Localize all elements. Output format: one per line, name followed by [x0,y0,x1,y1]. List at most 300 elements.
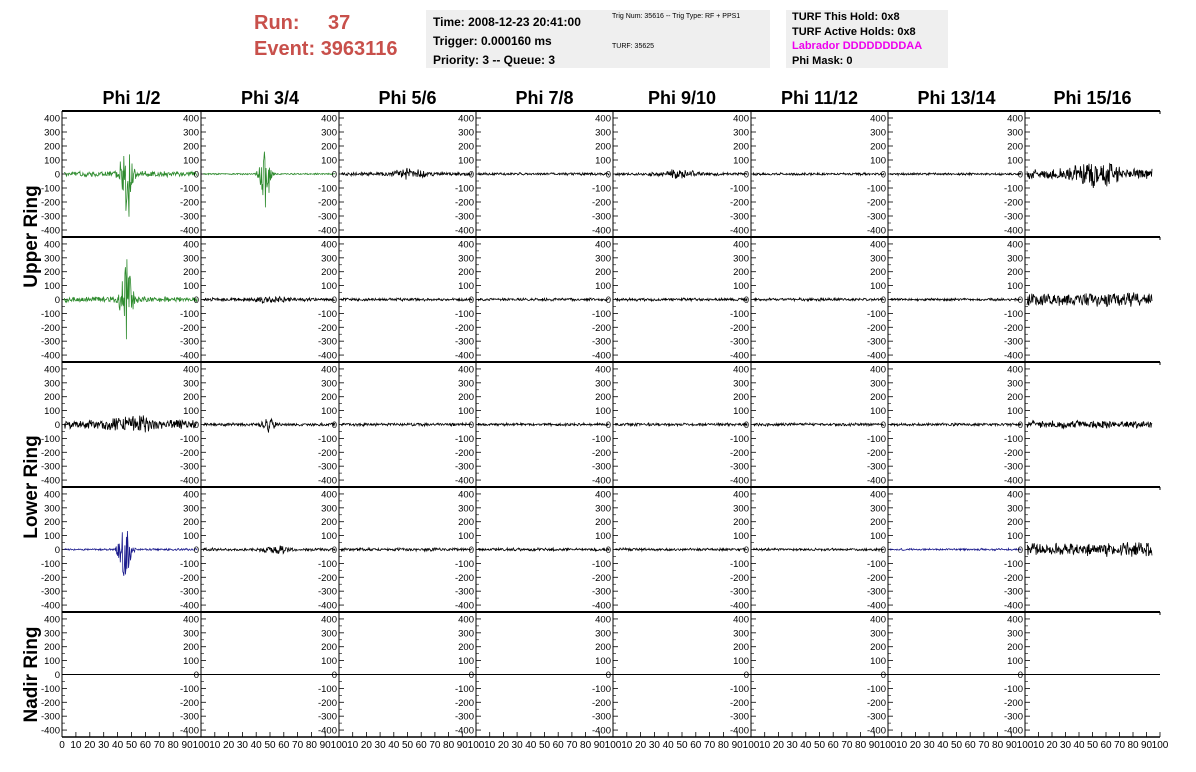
y-tick-label: 300 [44,503,60,515]
y-tick-label: -300 [40,461,60,473]
y-tick-label: -300 [866,711,886,723]
waveform-trace [753,173,884,176]
y-tick-label: -100 [866,183,886,195]
x-tick-label: 60 [139,740,151,751]
y-tick-label: 100 [870,281,886,293]
y-tick-label: -200 [729,572,749,584]
y-tick-label: -200 [591,322,611,334]
y-tick-label: 100 [733,531,749,543]
y-tick-label: -300 [1003,211,1023,223]
y-tick-label: -300 [729,711,749,723]
y-tick-label: -300 [317,711,337,723]
y-tick-label: -200 [317,322,337,334]
y-tick-label: -100 [40,308,60,320]
y-tick-label: 100 [1007,155,1023,167]
y-tick-label: -200 [317,197,337,209]
y-tick-label: 100 [733,656,749,668]
y-tick-label: -100 [40,558,60,570]
x-tick-label: 20 [635,740,647,751]
y-tick-label: 200 [321,392,337,404]
y-tick-label: -300 [454,586,474,598]
y-tick-label: -100 [179,683,199,695]
y-tick-label: 200 [44,267,60,279]
y-tick-label: 300 [458,628,474,640]
y-tick-label: 100 [595,406,611,418]
y-tick-label: -300 [454,461,474,473]
y-tick-label: 400 [183,364,199,376]
x-tick-label: 90 [319,740,331,751]
y-tick-label: -300 [317,586,337,598]
y-tick-label: 400 [44,113,60,125]
waveform-trace [478,298,609,301]
y-tick-label: 0 [605,420,611,431]
y-tick-label: -200 [1003,572,1023,584]
y-tick-label: 400 [733,489,749,501]
x-tick-label: 70 [429,740,441,751]
y-tick-label: -400 [40,600,60,612]
y-tick-label: 0 [605,295,611,306]
row-label: Nadir Ring [21,626,42,723]
waveform-trace [753,298,884,301]
y-tick-label: -300 [591,211,611,223]
x-tick-label: 30 [786,740,798,751]
y-tick-label: 100 [458,656,474,668]
y-tick-label: -200 [317,572,337,584]
x-tick-label: 50 [676,740,688,751]
y-tick-label: 200 [733,642,749,654]
x-tick-label: 80 [305,740,317,751]
y-tick-label: 300 [44,127,60,139]
y-tick-label: 200 [595,517,611,529]
y-tick-label: -400 [179,225,199,237]
y-tick-label: -400 [1003,475,1023,487]
y-tick-label: 400 [458,239,474,251]
column-title: Phi 5/6 [378,88,437,108]
y-tick-label: 300 [183,378,199,390]
row-label: Upper Ring [21,185,42,288]
y-tick-label: -300 [591,336,611,348]
y-tick-label: 200 [183,517,199,529]
x-tick-label: 20 [497,740,509,751]
turf-hold-text: TURF This Hold: 0x8 [792,11,900,23]
y-tick-label: -300 [40,586,60,598]
x-tick-label: 30 [98,740,110,751]
y-tick-label: -400 [179,725,199,737]
waveform-trace [1027,421,1152,429]
y-tick-label: -300 [40,211,60,223]
y-tick-label: -300 [179,586,199,598]
x-tick-label: 60 [827,740,839,751]
y-tick-label: 100 [183,531,199,543]
y-tick-label: 0 [331,420,337,431]
y-tick-label: 400 [733,113,749,125]
y-tick-label: 400 [44,364,60,376]
y-tick-label: -100 [317,308,337,320]
y-tick-label: -200 [40,322,60,334]
y-tick-label: -300 [454,336,474,348]
y-tick-label: 200 [44,517,60,529]
x-tick-label: 100 [742,740,760,751]
x-tick-label: 50 [401,740,414,751]
y-tick-label: 100 [870,531,886,543]
y-tick-label: 400 [1007,364,1023,376]
y-tick-label: -400 [866,725,886,737]
y-tick-label: 100 [595,281,611,293]
x-tick-label: 0 [59,740,65,751]
y-tick-label: -200 [729,197,749,209]
y-tick-label: 400 [183,489,199,501]
y-tick-label: 400 [44,614,60,626]
trig-num-text: Trig Num: 35616 -- Trig Type: RF + PPS1 [612,13,741,20]
x-tick-label: 40 [937,740,949,751]
y-tick-label: 300 [183,127,199,139]
y-tick-label: 0 [743,545,749,556]
y-tick-label: 200 [458,642,474,654]
x-tick-label: 70 [153,740,165,751]
y-tick-label: 400 [870,364,886,376]
y-tick-label: 200 [870,642,886,654]
waveform-trace [890,548,1021,550]
y-tick-label: -100 [454,308,474,320]
y-tick-label: 400 [595,113,611,125]
waveform-trace [615,169,747,178]
y-tick-label: -400 [729,475,749,487]
y-tick-label: 0 [468,670,474,681]
y-tick-label: -100 [729,683,749,695]
x-tick-label: 10 [621,740,633,751]
waveform-trace [341,548,472,551]
y-tick-label: -200 [40,572,60,584]
waveform-trace [1027,292,1152,306]
y-tick-label: 200 [183,141,199,153]
waveform-trace [203,419,335,433]
y-tick-label: -300 [1003,586,1023,598]
y-tick-label: 0 [743,670,749,681]
x-tick-label: 100 [192,740,210,751]
x-tick-label: 50 [1086,740,1099,751]
y-tick-label: 0 [331,545,337,556]
y-tick-label: 300 [321,628,337,640]
waveform-trace [890,298,1021,301]
x-tick-label: 100 [1016,740,1034,751]
y-tick-label: -100 [1003,558,1023,570]
y-tick-label: 300 [458,503,474,515]
y-tick-label: 100 [870,406,886,418]
x-tick-label: 40 [250,740,262,751]
y-tick-label: -300 [729,586,749,598]
trigger-text: Trigger: 0.000160 ms [433,34,552,48]
y-tick-label: -400 [591,475,611,487]
y-tick-label: -100 [40,183,60,195]
y-tick-label: -300 [866,586,886,598]
y-tick-label: 0 [1017,295,1023,306]
y-tick-label: -200 [454,697,474,709]
y-tick-label: 100 [44,531,60,543]
y-tick-label: -300 [1003,336,1023,348]
y-tick-label: -300 [591,711,611,723]
y-tick-label: -200 [866,322,886,334]
x-tick-label: 40 [388,740,400,751]
y-tick-label: 300 [321,253,337,265]
y-tick-label: 100 [1007,406,1023,418]
y-tick-label: 300 [595,378,611,390]
x-tick-label: 50 [125,740,138,751]
waveform-trace [203,297,335,304]
y-tick-label: 200 [458,141,474,153]
y-tick-label: 100 [321,531,337,543]
y-tick-label: -300 [317,461,337,473]
y-tick-label: 0 [880,545,886,556]
x-tick-label: 10 [896,740,908,751]
y-tick-label: 300 [733,628,749,640]
waveform-trace [615,423,747,426]
y-tick-label: 0 [880,420,886,431]
waveform-trace [64,415,197,432]
y-tick-label: 300 [595,628,611,640]
x-tick-label: 60 [964,740,976,751]
y-tick-label: 400 [183,614,199,626]
column-title: Phi 3/4 [240,88,300,108]
y-tick-label: -200 [1003,447,1023,459]
y-tick-label: 0 [468,169,474,181]
y-tick-label: 100 [458,531,474,543]
y-tick-label: 300 [183,628,199,640]
y-tick-label: 100 [458,155,474,167]
event-value: 3963116 [320,38,398,60]
y-tick-label: 400 [44,239,60,251]
y-tick-label: 0 [193,670,199,681]
x-tick-label: 100 [330,740,348,751]
y-tick-label: 0 [331,670,337,681]
y-tick-label: 100 [733,281,749,293]
row-label: Lower Ring [21,435,42,539]
column-title: Phi 11/12 [780,88,859,108]
y-tick-label: -300 [179,211,199,223]
y-tick-label: -300 [317,336,337,348]
y-tick-label: 200 [870,267,886,279]
turf-active-text: TURF Active Holds: 0x8 [792,25,916,38]
y-tick-label: -300 [454,211,474,223]
y-tick-label: -300 [591,586,611,598]
y-tick-label: -400 [40,475,60,487]
y-tick-label: 0 [743,420,749,431]
y-tick-label: -400 [729,725,749,737]
y-tick-label: -400 [317,725,337,737]
y-tick-label: -300 [866,461,886,473]
y-tick-label: -400 [317,350,337,362]
y-tick-label: 200 [44,141,60,153]
y-tick-label: 200 [1007,267,1023,279]
y-tick-label: -200 [591,697,611,709]
x-tick-label: 90 [181,740,193,751]
y-tick-label: 200 [595,141,611,153]
y-tick-label: 400 [870,239,886,251]
waveform-trace [64,259,197,339]
run-label: Run: [254,12,300,34]
y-tick-label: -200 [179,572,199,584]
y-tick-label: 300 [44,628,60,640]
y-tick-label: 200 [870,141,886,153]
y-tick-label: -100 [729,308,749,320]
y-tick-label: 200 [733,267,749,279]
y-tick-label: 300 [733,253,749,265]
y-tick-label: -400 [40,725,60,737]
y-tick-label: 200 [870,392,886,404]
y-tick-label: -100 [179,558,199,570]
x-tick-label: 50 [264,740,276,751]
column-title: Phi 1/2 [102,88,161,108]
column-title: Phi 13/14 [917,88,996,108]
y-tick-label: -300 [866,211,886,223]
y-tick-label: 100 [321,656,337,668]
y-tick-label: -100 [866,308,886,320]
y-tick-label: 300 [44,378,60,390]
x-tick-label: 10 [1032,740,1045,751]
y-tick-label: -400 [729,600,749,612]
y-tick-label: 400 [44,489,60,501]
y-tick-label: 0 [54,420,60,431]
y-tick-label: 300 [321,127,337,139]
y-tick-label: -400 [179,600,199,612]
x-tick-label: 10 [484,740,496,751]
y-tick-label: 200 [321,267,337,279]
y-tick-label: -400 [591,725,611,737]
waveform-trace [1027,542,1152,557]
y-tick-label: 300 [870,378,886,390]
y-tick-label: 300 [870,628,886,640]
run-value: 37 [328,12,351,34]
y-tick-label: -200 [40,697,60,709]
y-tick-label: 100 [870,656,886,668]
y-tick-label: -400 [317,475,337,487]
y-tick-label: 100 [733,406,749,418]
x-tick-label: 70 [841,740,853,751]
y-tick-label: 100 [321,281,337,293]
y-tick-label: -300 [1003,461,1023,473]
waveform-trace [753,548,884,551]
y-tick-label: 300 [870,503,886,515]
y-tick-label: 400 [595,614,611,626]
x-tick-label: 100 [604,740,622,751]
x-tick-label: 30 [1059,740,1072,751]
x-tick-label: 20 [223,740,235,751]
y-tick-label: -400 [591,225,611,237]
y-tick-label: 400 [321,614,337,626]
waveform-trace [615,298,747,301]
x-tick-label: 20 [772,740,784,751]
y-tick-label: 400 [1007,113,1023,125]
x-tick-label: 80 [717,740,729,751]
y-tick-label: 0 [331,295,337,306]
x-tick-label: 60 [1100,740,1112,751]
y-tick-label: 400 [1007,239,1023,251]
y-tick-label: -400 [1003,725,1023,737]
y-tick-label: -100 [1003,683,1023,695]
column-title: Phi 15/16 [1053,88,1132,108]
y-tick-label: 0 [880,295,886,306]
y-tick-label: 200 [458,517,474,529]
y-tick-label: -200 [179,697,199,709]
y-tick-label: 0 [468,295,474,306]
x-tick-label: 40 [112,740,124,751]
y-tick-label: -300 [1003,711,1023,723]
x-tick-label: 70 [292,740,304,751]
y-tick-label: 200 [1007,517,1023,529]
y-tick-label: -200 [866,697,886,709]
y-tick-label: 200 [733,141,749,153]
y-tick-label: -200 [454,447,474,459]
y-tick-label: 400 [321,239,337,251]
y-tick-label: 300 [44,253,60,265]
waveform-trace [341,168,472,180]
y-tick-label: 0 [1017,169,1023,181]
y-tick-label: -400 [866,350,886,362]
y-tick-label: 100 [183,406,199,418]
y-tick-label: -100 [1003,308,1023,320]
y-tick-label: 0 [1017,545,1023,556]
y-tick-label: 0 [1017,670,1023,681]
x-tick-label: 100 [467,740,485,751]
y-tick-label: -300 [179,711,199,723]
y-tick-label: 0 [54,670,60,681]
y-tick-label: -200 [454,572,474,584]
y-tick-label: 200 [44,642,60,654]
x-tick-label: 70 [978,740,990,751]
y-tick-label: -400 [454,725,474,737]
y-tick-label: 400 [458,489,474,501]
x-tick-label: 80 [855,740,867,751]
y-tick-label: 0 [743,169,749,181]
y-tick-label: 0 [54,545,60,556]
y-tick-label: 200 [44,392,60,404]
y-tick-label: -400 [40,350,60,362]
y-tick-label: 0 [1017,420,1023,431]
y-tick-label: -100 [40,683,60,695]
x-tick-label: 30 [923,740,935,751]
y-tick-label: 300 [1007,127,1023,139]
y-tick-label: -400 [866,600,886,612]
y-tick-label: 100 [321,406,337,418]
y-tick-label: -100 [866,558,886,570]
y-tick-label: 100 [1007,531,1023,543]
labrador-text: Labrador DDDDDDDDAA [792,40,923,52]
phi-mask-text: Phi Mask: 0 [792,54,853,67]
y-tick-label: 400 [321,364,337,376]
y-tick-label: -100 [729,558,749,570]
y-tick-label: -100 [179,183,199,195]
y-tick-label: -100 [317,183,337,195]
waveform-trace [341,298,472,301]
y-tick-label: -200 [179,447,199,459]
y-tick-label: -400 [179,475,199,487]
y-tick-label: 300 [458,127,474,139]
y-tick-label: 0 [54,295,60,306]
y-tick-label: 300 [1007,628,1023,640]
y-tick-label: 400 [183,239,199,251]
waveform-trace [478,173,609,176]
x-tick-label: 10 [70,740,82,751]
y-tick-label: -300 [179,461,199,473]
y-tick-label: -200 [866,572,886,584]
y-tick-label: -300 [866,336,886,348]
y-tick-label: -400 [317,600,337,612]
x-tick-label: 50 [813,740,826,751]
y-tick-label: -300 [729,336,749,348]
y-tick-label: 300 [321,503,337,515]
y-tick-label: -100 [866,683,886,695]
y-tick-label: 100 [458,281,474,293]
y-tick-label: -300 [591,461,611,473]
